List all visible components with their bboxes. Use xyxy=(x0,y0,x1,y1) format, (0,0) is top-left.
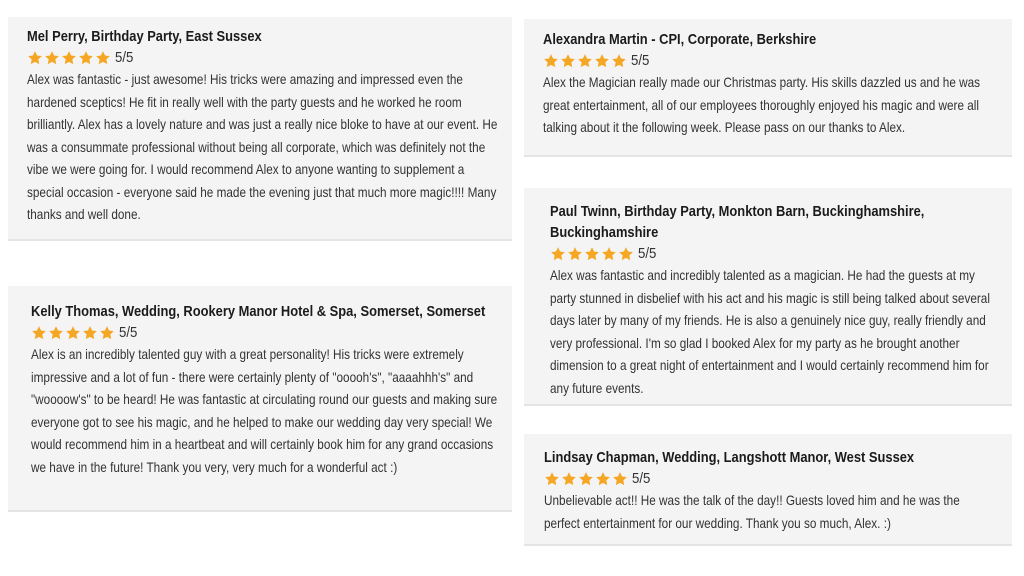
reviewer-name: Mel Perry, Birthday Party, East Sussex xyxy=(27,28,262,45)
star-rating xyxy=(543,53,627,69)
star-icon xyxy=(48,325,64,341)
star-icon xyxy=(99,325,115,341)
reviewer-name: Paul Twinn, Birthday Party, Monkton Barn, Buckinghamshire, Buckinghamshire xyxy=(550,203,925,241)
review-text: Alex the Magician really made our Christmas party. His skills dazzled us and he was great entertainment, all of our employees thoroughly enjoyed his magic and were all talking about it the following week. Please pass on our thanks to Alex. xyxy=(543,74,981,135)
review-text: Unbelievable act!! He was the talk of the day!! Guests loved him and he was the perfect entertainment for our wedding. Thank you so much, Alex. :) xyxy=(544,492,960,531)
reviewer-name: Alexandra Martin - CPI, Corporate, Berkshire xyxy=(543,31,817,48)
star-icon xyxy=(61,50,77,66)
review-text: Alex was fantastic - just awesome! His tricks were amazing and impressed even the hardened sceptics! He fit in really well with the party guests and he worked he room brilliantly. Alex has a lovely nature and was just a really nice bloke to have at our event. He was a consummate professional without being all corporate, which was definitely not the vibe we were going for. I would recommend Alex to anyone wanting to supplement a special occasion - everyone said he made the evening just that much more magic!!!! Many thanks and well done. xyxy=(27,71,498,222)
rating xyxy=(543,50,998,71)
star-icon xyxy=(82,325,98,341)
review-text: Alex is an incredibly talented guy with a great personality! His tricks were extremely impressive and a lot of fun - there were certainly plenty of "ooooh's", "aaaahhh's" and "woooow's" to be heard! He was fantastic at circulating round our guests and making sure everyone got to see his magic, and he helped to make our wedding day very special! We would recommend him in a heartbeat and will certainly book him for any grand occasions we have in the future! Thank you very, very much for a wonderful act :) xyxy=(31,346,498,475)
reviewer-name: Kelly Thomas, Wedding, Rookery Manor Hotel & Spa, Somerset, Somerset xyxy=(31,303,486,320)
star-rating xyxy=(550,246,634,262)
rating xyxy=(544,468,998,489)
star-rating xyxy=(31,325,115,341)
star-icon xyxy=(561,471,577,487)
star-rating xyxy=(544,471,628,487)
review-card xyxy=(524,188,1012,406)
star-icon xyxy=(612,471,628,487)
star-icon xyxy=(544,471,560,487)
star-icon xyxy=(44,50,60,66)
star-icon xyxy=(594,53,610,69)
rating xyxy=(31,322,498,343)
star-icon xyxy=(78,50,94,66)
star-icon xyxy=(567,246,583,262)
star-icon xyxy=(611,53,627,69)
reviewer-name: Lindsay Chapman, Wedding, Langshott Manor, West Sussex xyxy=(544,449,915,466)
rating xyxy=(27,47,498,68)
star-icon xyxy=(618,246,634,262)
star-icon xyxy=(65,325,81,341)
star-icon xyxy=(27,50,43,66)
star-icon xyxy=(31,325,47,341)
rating-score: 5/5 xyxy=(638,245,657,262)
star-icon xyxy=(560,53,576,69)
review-text: Alex was fantastic and incredibly talented as a magician. He had the guests at my party stunned in disbelief with his act and his magic is still being talked about several days later by many of my friends. He is also a genuinely nice guy, really friendly and very professional. I'm so glad I booked Alex for my party as he brought another dimension to a great night of entertainment and I would certainly recommend him for any future events. xyxy=(550,267,990,396)
star-icon xyxy=(550,246,566,262)
star-icon xyxy=(95,50,111,66)
review-card xyxy=(8,286,512,512)
star-icon xyxy=(601,246,617,262)
star-rating xyxy=(27,50,111,66)
rating-score: 5/5 xyxy=(631,52,650,69)
rating-score: 5/5 xyxy=(632,470,651,487)
star-icon xyxy=(577,53,593,69)
rating xyxy=(550,243,998,264)
star-icon xyxy=(584,246,600,262)
rating-score: 5/5 xyxy=(115,49,134,66)
star-icon xyxy=(595,471,611,487)
rating-score: 5/5 xyxy=(119,324,138,341)
review-card xyxy=(524,434,1012,546)
star-icon xyxy=(578,471,594,487)
star-icon xyxy=(543,53,559,69)
review-card xyxy=(8,17,512,241)
review-card xyxy=(524,19,1012,157)
